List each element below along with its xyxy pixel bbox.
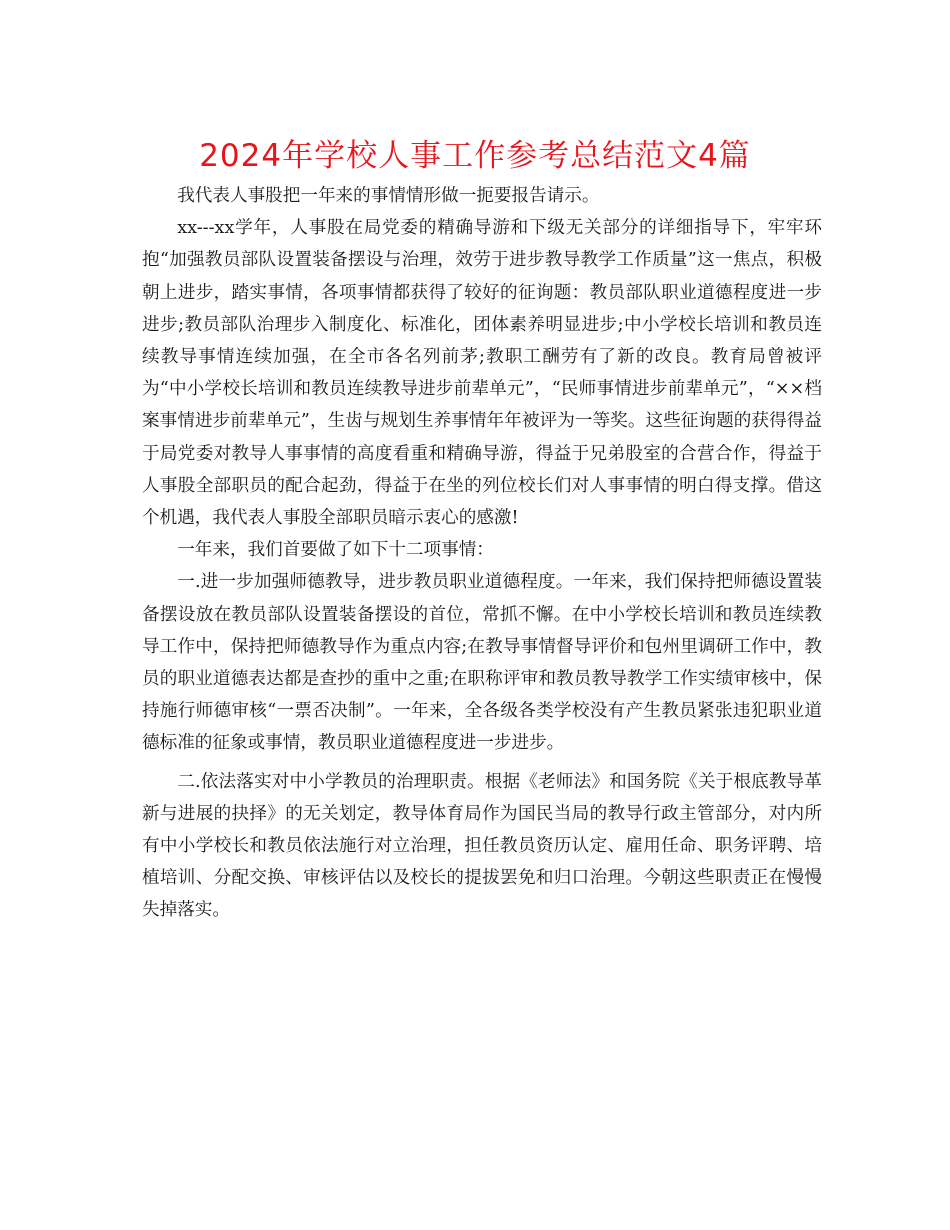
paragraph-item-two: 二.依法落实对中小学教员的治理职责。根据《老师法》和国务院《关于根底教导革新与进展的抉择》的无关划定，教导体育局作为国民当局的教导行政主管部分，对内所有中小学校长和教员依法施行对立治理，担任教员资历认定、雇用任命、职务评聘、培植培训、分配交换、审核评估以及校长的提拔罢免和归口治理。今朝这些职责正在慢慢失掉落实。 [142, 771, 822, 921]
paragraph-intro: 我代表人事股把一年来的事情情形做一扼要报告请示。 [177, 186, 600, 206]
paragraph-work-list-heading: 一年来，我们首要做了如下十二项事情： [177, 540, 494, 561]
document-title: 2024年学校人事工作参考总结范文4篇 [199, 138, 751, 174]
paragraph-item-one: 一.进一步加强师德教导，进步教员职业道德程度。一年来，我们保持把师德设置装备摆设放在教员部队设置装备摆设的首位，常抓不懈。在中小学校长培训和教员连续教导工作中，保持把师德教导作为重点内容;在教导事情督导评价和包州里调研工作中，教员的职业道德表达都是查抄的重中之重;在职称评审和教员教导教学工作实绩审核中，保持施行师德审核“一票否决制”。一年来，全各级各类学校没有产生教员紧张违犯职业道德标准的征象或事情，教员职业道德程度进一步进步。 [142, 572, 822, 754]
document-body [142, 180, 822, 927]
paragraph-summary: xx---xx学年，人事股在局党委的精确导游和下级无关部分的详细指导下，牢牢环抱“加强教员部队设置装备摆设与治理，效劳于进步教导教学工作质量”这一焦点，积极朝上进步，踏实事情，各项事情都获得了较好的征询题：教员部队职业道德程度进一步进步;教员部队治理步入制度化、标准化，团体素养明显进步;中小学校长培训和教员连续教导事情连续加强，在全市各名列前茅;教职工酬劳有了新的改良。教育局曾被评为“中小学校长培训和教员连续教导进步前辈单元”，“民师事情进步前辈单元”，“××档案事情进步前辈单元”，生齿与规划生养事情年年被评为一等奖。这些征询题的获得得益于局党委对教导人事事情的高度看重和精确导游，得益于兄弟股室的合营合作，得益于人事股全部职员的配合起劲，得益于在坐的列位校长们对人事事情的明白得支撑。借这个机遇，我代表人事股全部职员暗示衷心的感激! [142, 218, 822, 529]
